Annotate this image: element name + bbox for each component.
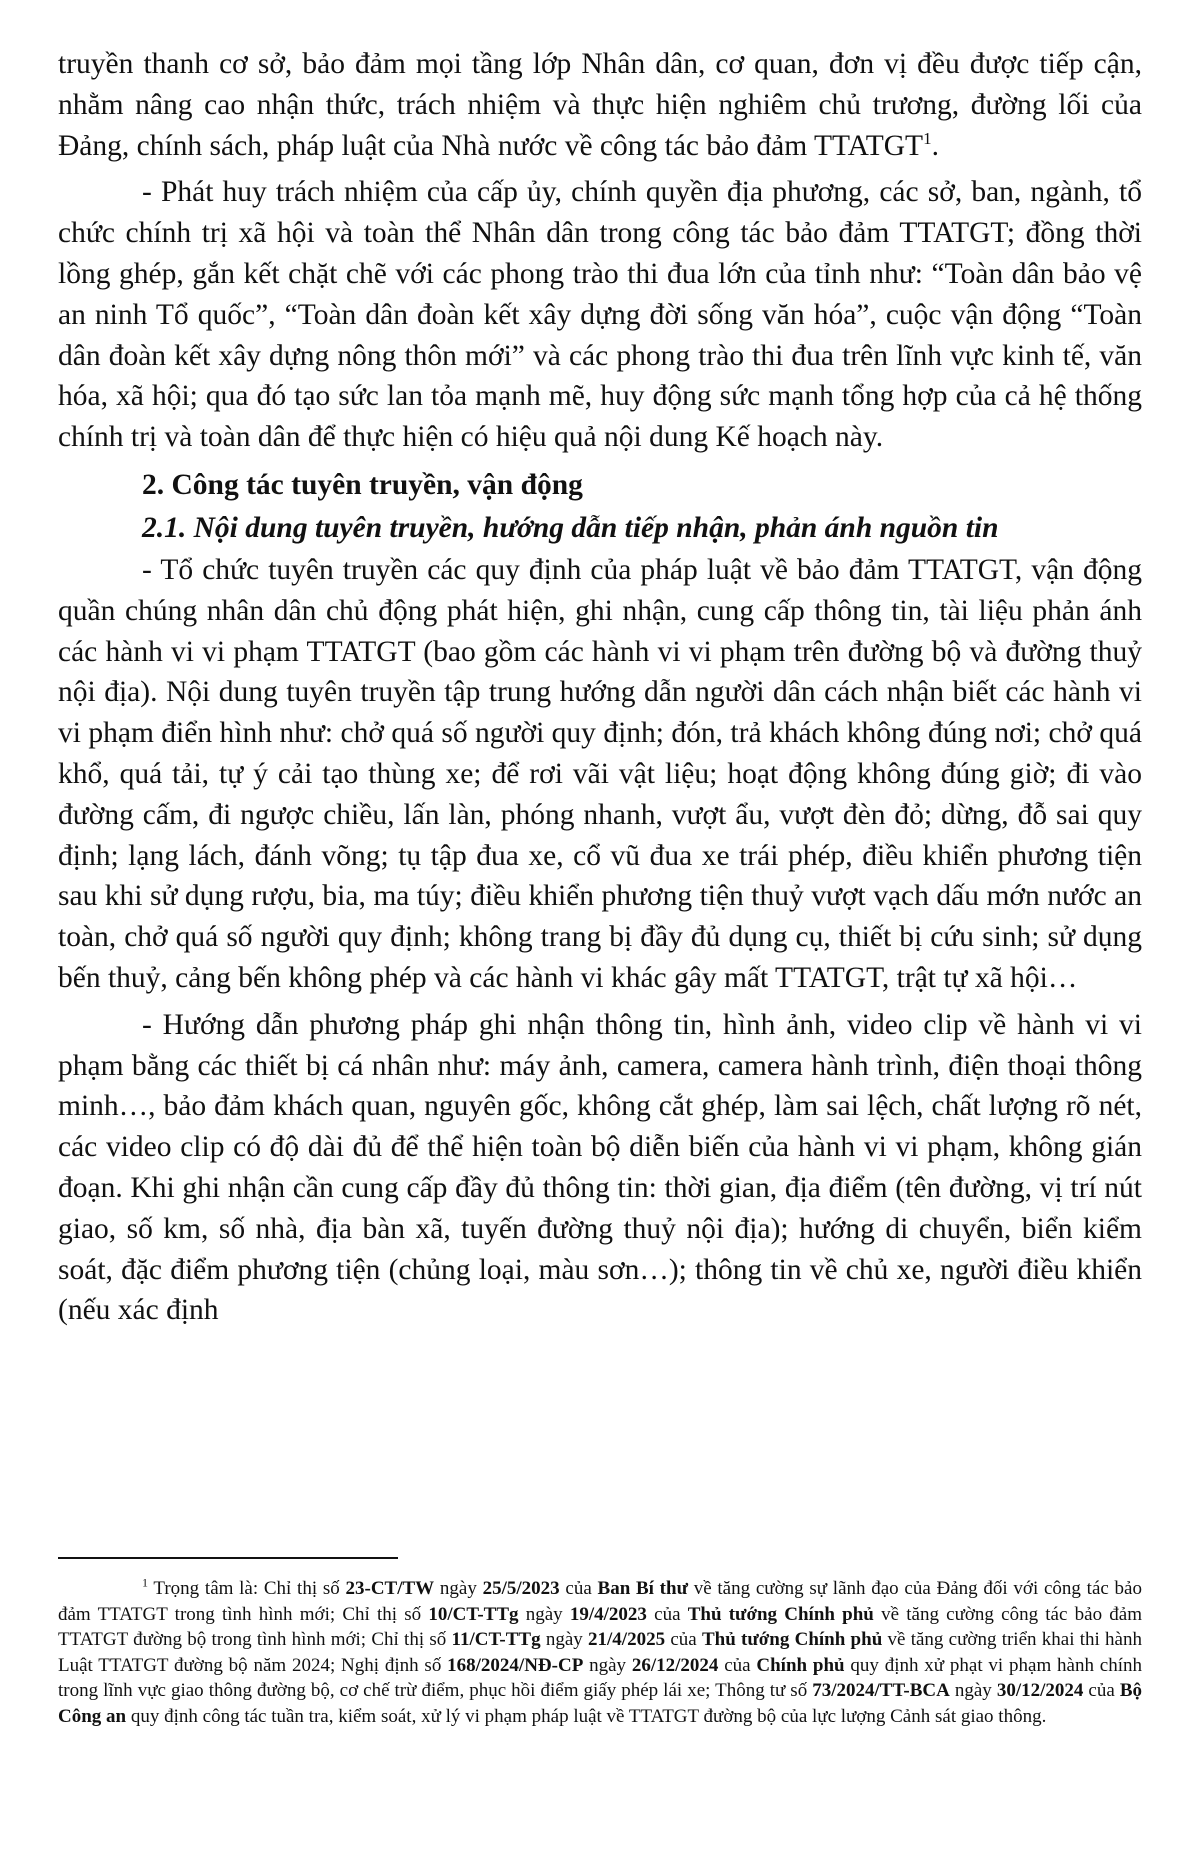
footnote-text: về tăng cường triển khai thi hành Luật TTATGT đường bộ năm 2024; Nghị định số <box>58 1629 1142 1676</box>
footnote-bold: 19/4/2023 <box>569 1603 647 1625</box>
footnote-divider <box>58 1557 398 1559</box>
footnote-text: của <box>665 1629 702 1651</box>
section-heading-2: 2. Công tác tuyên truyền, vận động <box>142 468 583 501</box>
footnote-bold: Chính phủ <box>756 1654 845 1676</box>
footnote-text: về tăng cường sự lãnh đạo của Đảng đối với công tác bảo đảm TTATGT trong tình hình mới; Chỉ thị số <box>58 1578 1142 1625</box>
paragraph-responsibility: - Phát huy trách nhiệm của cấp ủy, chính quyền địa phương, các sở, ban, ngành, tổ chức chính trị xã hội và toàn thể Nhân dân trong công tác bảo đảm TTATGT; đồng thời lồng ghép, gắn kết chặt chẽ với các phong trào thi đua lớn của tỉnh như: “Toàn dân bảo vệ an ninh Tổ quốc”, “Toàn dân đoàn kết xây dựng đời sống văn hóa”, cuộc vận động “Toàn dân đoàn kết xây dựng nông thôn mới” và các phong trào thi đua trên lĩnh vực kinh tế, văn hóa, xã hội; qua đó tạo sức lan tỏa mạnh mẽ, huy động sức mạnh tổng hợp của cả hệ thống chính trị và toàn dân để thực hiện có hiệu quả nội dung Kế hoạch này. <box>58 176 1142 454</box>
footnote-text: ngày <box>434 1578 483 1599</box>
footnote-bold: 26/12/2024 <box>631 1654 719 1676</box>
paragraph-intro-end: . <box>931 129 939 162</box>
footnote-bold: 21/4/2025 <box>588 1629 666 1651</box>
paragraph-guidance: - Hướng dẫn phương pháp ghi nhận thông tin, hình ảnh, video clip về hành vi vi phạm bằng các thiết bị cá nhân như: máy ảnh, camera, camera hành trình, điện thoại thông minh…, bảo đảm khách quan, nguyên gốc, không cắt ghép, làm sai lệch, chất lượng rõ nét, các video clip có độ dài đủ để thể hiện toàn bộ diễn biến của hành vi vi phạm, không gián đoạn. Khi ghi nhận cần cung cấp đầy đủ thông tin: thời gian, địa điểm (tên đường, vị trí nút giao, số km, số nhà, địa bàn xã, tuyến đường thuỷ nội địa); hướng di chuyển, biển kiểm soát, đặc điểm phương tiện (chủng loại, màu sơn…); thông tin về chủ xe, người điều khiển (nếu xác định <box>58 1008 1142 1327</box>
footnote-text: ngày <box>518 1603 570 1625</box>
footnote-text: ngày <box>583 1654 632 1676</box>
footnote-bold: 10/CT-TTg <box>428 1603 519 1625</box>
footnote <box>58 1576 1142 1730</box>
footnote-text: quy định công tác tuần tra, kiểm soát, xử lý vi phạm pháp luật về TTATGT đường bộ của lực lượng Cảnh sát giao thông. <box>126 1705 1047 1727</box>
paragraph-intro-text: truyền thanh cơ sở, bảo đảm mọi tầng lớp Nhân dân, cơ quan, đơn vị đều được tiếp cận, nhằm nâng cao nhận thức, trách nhiệm và thực hiện nghiêm chủ trương, đường lối của Đảng, chính sách, pháp luật của Nhà nước về công tác bảo đảm TTATGT <box>58 48 1142 162</box>
paragraph-propaganda: - Tổ chức tuyên truyền các quy định của pháp luật về bảo đảm TTATGT, vận động quần chúng nhân dân chủ động phát hiện, ghi nhận, cung cấp thông tin, tài liệu phản ánh các hành vi vi phạm TTATGT (bao gồm các hành vi vi phạm trên đường bộ và đường thuỷ nội địa). Nội dung tuyên truyền tập trung hướng dẫn người dân cách nhận biết các hành vi vi phạm điển hình như: chở quá số người quy định; đón, trả khách không đúng nơi; chở quá khổ, quá tải, tự ý cải tạo thùng xe; để rơi vãi vật liệu; hoạt động không đúng giờ; đi vào đường cấm, đi ngược chiều, lấn làn, phóng nhanh, vượt ẩu, vượt đèn đỏ; dừng, đỗ sai quy định; lạng lách, đánh võng; tụ tập đua xe, cổ vũ đua xe trái phép, điều khiển phương tiện sau khi sử dụng rượu, bia, ma túy; điều khiển phương tiện thuỷ vượt vạch dấu mớn nước an toàn, chở quá số người quy định; không trang bị đầy đủ dụng cụ, thiết bị cứu sinh; sử dụng bến thuỷ, cảng bến không phép và các hành vi khác gây mất TTATGT, trật tự xã hội… <box>58 553 1142 994</box>
footnote-bold: Bộ Công an <box>58 1680 1142 1727</box>
footnote-text: quy định xử phạt vi phạm hành chính trong lĩnh vực giao thông đường bộ, cơ chế trừ điểm, phục hồi điểm giấy phép lái xe; Thông tư số <box>58 1654 1142 1702</box>
footnote-bold: 30/12/2024 <box>996 1680 1084 1702</box>
footnote-bold: 73/2024/TT-BCA <box>812 1680 950 1702</box>
footnote-text: của <box>559 1578 598 1599</box>
footnote-text: ngày <box>949 1680 997 1702</box>
footnote-marker: 1 <box>142 1575 148 1590</box>
footnote-bold: Ban Bí thư <box>597 1578 688 1599</box>
footnote-reference[interactable]: 1 <box>923 128 932 148</box>
footnote-bold: 168/2024/NĐ-CP <box>447 1654 584 1676</box>
footnote-bold: Thủ tướng Chính phủ <box>701 1629 883 1651</box>
footnote-text: của <box>1083 1680 1120 1702</box>
footnote-text: của <box>718 1654 757 1676</box>
footnote-bold: 25/5/2023 <box>482 1578 560 1599</box>
subsection-heading-2-1: 2.1. Nội dung tuyên truyền, hướng dẫn tiếp nhận, phản ánh nguồn tin <box>142 511 999 544</box>
footnote-text: Trọng tâm là: Chỉ thị số <box>153 1578 346 1599</box>
footnote-text: về tăng cường công tác bảo đảm TTATGT đường bộ trong tình hình mới; Chỉ thị số <box>58 1603 1142 1651</box>
footnote-text: của <box>646 1603 688 1625</box>
footnote-bold: 11/CT-TTg <box>451 1629 541 1651</box>
footnote-bold: Thủ tướng Chính phủ <box>687 1603 874 1625</box>
paragraph-intro <box>58 44 1142 166</box>
footnote-bold: 23-CT/TW <box>345 1578 435 1599</box>
footnote-text: ngày <box>540 1629 589 1651</box>
